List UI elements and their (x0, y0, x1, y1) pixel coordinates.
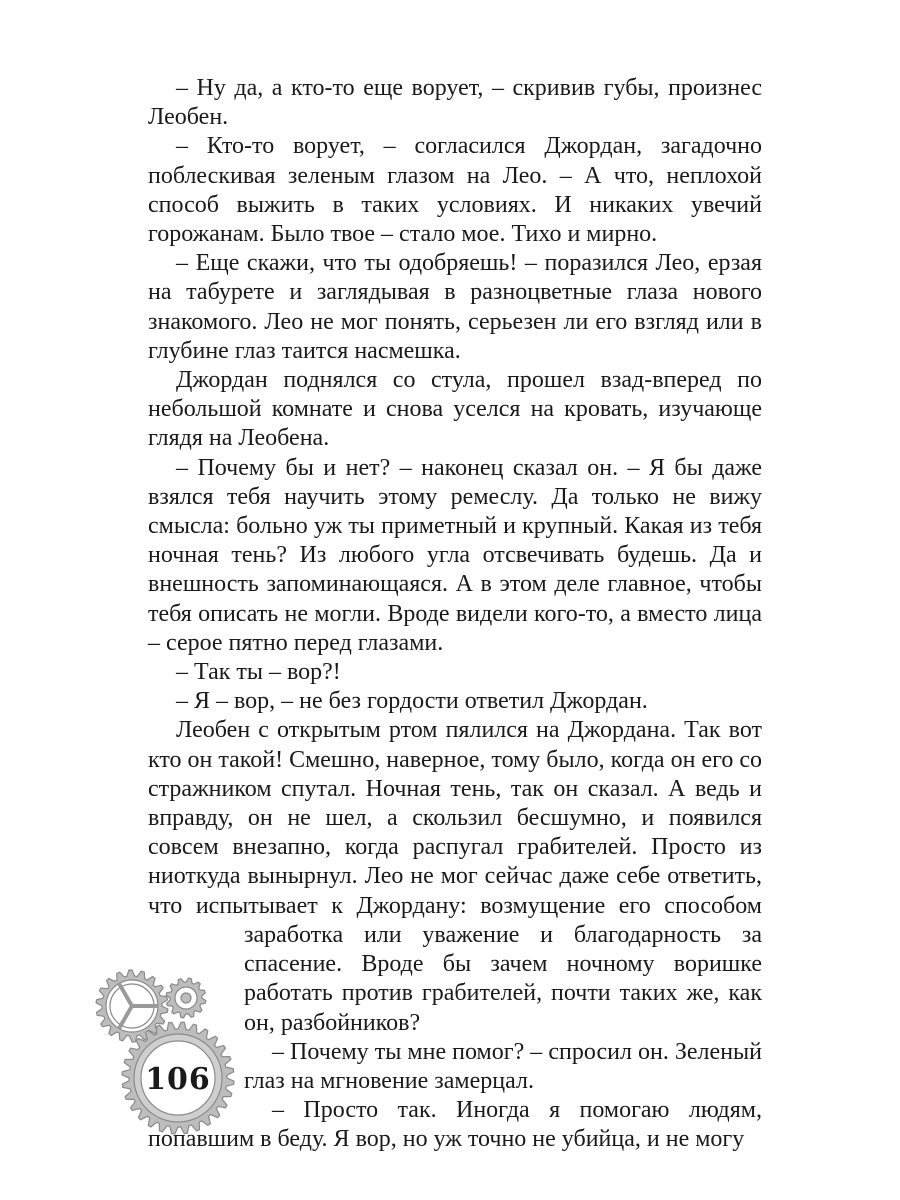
small-gear-right-icon (166, 978, 206, 1018)
paragraph: – Я – вор, – не без гордости ответил Джордан. (176, 688, 648, 715)
paragraph: – Так ты – вор?! (176, 659, 341, 686)
paragraph: – Еще скажи, что ты одобряешь! – поразился Лео, ерзая на табурете и заглядывая в разноцветные глаза нового знакомого. Лео не мог понять, серьезен ли его взгляд или в глубине глаз таится насмешка. (148, 250, 762, 364)
paragraph: – Кто-то ворует, – согласился Джордан, загадочно поблескивая зеленым глазом на Лео. – А что, неплохой способ выжить в таких условиях. И никаких увечий горожанам. Было твое – стало мое. Тихо и мирно. (148, 133, 762, 248)
gear-ring (181, 993, 191, 1003)
paragraph: Леобен с открытым ртом пялился на Джордана. Так вот кто он такой! Смешно, наверное, тому было, когда он его со стражником спутал. Ночная тень, так он сказал. А ведь и вправду, он не шел, а скользил бесшумно, и появился совсем внезапно, когда распугал грабителей. Просто из ниоткуда вынырнул. Лео не мог сейчас даже себе ответить, что испытывает к Джордану: возмущение его способом заработка или уважение и благодарность за спасение. Вроде бы зачем ночному воришке работать против грабителей, почти таких же, как он, разбойников? (148, 717, 762, 1036)
paragraph: Джордан поднялся со стула, прошел взад-вперед по небольшой комнате и снова уселся на кровать, изучающе глядя на Леобена. (148, 367, 762, 452)
paragraph: – Просто так. Иногда я помогаю людям, попавшим в беду. Я вор, но уж точно не убийца, и не могу (148, 1097, 762, 1153)
paragraph: – Ну да, а кто-то еще ворует, – скривив губы, произнес Леобен. (148, 75, 762, 131)
gear-ornament-icon (88, 966, 252, 1146)
paragraph: – Почему ты мне помог? – спросил он. Зеленый глаз на мгновение замерцал. (244, 1038, 762, 1094)
paragraph: – Почему бы и нет? – наконец сказал он. – Я бы даже взялся тебя научить этому ремеслу. Да только не вижу смысла: больно уж ты приметный и крупный. Какая из тебя ночная тень? Из любого угла отсвечивать будешь. Да и внешность запоминающаяся. А в этом деле главное, чтобы тебя описать не могли. Вроде видели кого-то, а вместо лица – серое пятно перед глазами. (148, 454, 762, 656)
page-number: 106 (145, 1062, 211, 1097)
